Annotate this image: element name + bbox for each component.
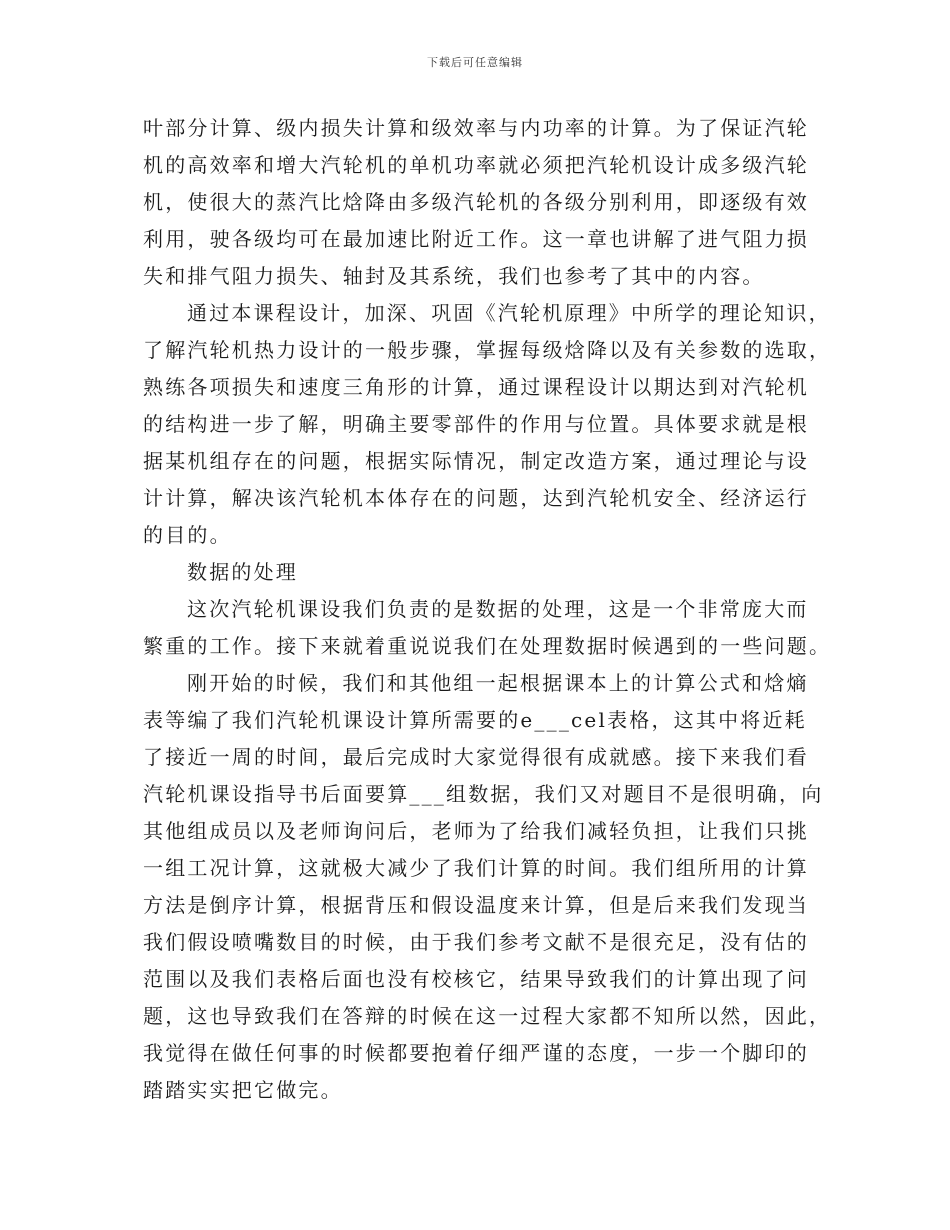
header-note: 下载后可任意编辑	[427, 56, 523, 69]
text-line: 表等编了我们汽轮机课设计算所需要的e___cel表格，这其中将近耗	[143, 708, 807, 732]
body-text	[143, 110, 832, 1109]
text-line: 我们假设喷嘴数目的时候，由于我们参考文献不是很充足，没有估的	[143, 930, 809, 954]
text-line: 机，使很大的蒸汽比焓降由多级汽轮机的各级分别利用，即逐级有效	[143, 190, 809, 214]
text-line: 了解汽轮机热力设计的一般步骤，掌握每级焓降以及有关参数的选取，	[143, 338, 832, 362]
paragraph-start-line: 刚开始的时候，我们和其他组一起根据课本上的计算公式和焓熵	[187, 671, 809, 695]
text-line: 计计算，解决该汽轮机本体存在的问题，达到汽轮机安全、经济运行	[143, 486, 809, 510]
text-line: 了接近一周的时间，最后完成时大家觉得很有成就感。接下来我们看	[143, 745, 809, 769]
text-line: 的结构进一步了解，明确主要零部件的作用与位置。具体要求就是根	[143, 412, 809, 436]
paragraph-start-line: 通过本课程设计，加深、巩固《汽轮机原理》中所学的理论知识，	[187, 301, 831, 325]
text-line: 机的高效率和增大汽轮机的单机功率就必须把汽轮机设计成多级汽轮	[143, 153, 809, 177]
section-heading: 数据的处理	[187, 560, 298, 584]
text-line: 踏踏实实把它做完。	[143, 1078, 343, 1102]
text-line: 叶部分计算、级内损失计算和级效率与内功率的计算。为了保证汽轮	[143, 116, 809, 140]
text-line: 题，这也导致我们在答辩的时候在这一过程大家都不知所以然，因此，	[143, 1004, 832, 1028]
text-line: 的目的。	[143, 523, 232, 547]
text-line: 我觉得在做任何事的时候都要抱着仔细严谨的态度，一步一个脚印的	[143, 1041, 809, 1065]
text-line: 据某机组存在的问题，根据实际情况，制定改造方案，通过理论与设	[143, 449, 809, 473]
text-line: 繁重的工作。接下来就着重说说我们在处理数据时候遇到的一些问题。	[143, 634, 832, 658]
text-line: 范围以及我们表格后面也没有校核它，结果导致我们的计算出现了问	[143, 967, 809, 991]
paragraph-start-line: 这次汽轮机课设我们负责的是数据的处理，这是一个非常庞大而	[187, 597, 809, 621]
text-line: 汽轮机课设指导书后面要算___组数据，我们又对题目不是很明确，向	[143, 782, 824, 806]
text-line: 方法是倒序计算，根据背压和假设温度来计算，但是后来我们发现当	[143, 893, 809, 917]
text-line: 利用，驶各级均可在最加速比附近工作。这一章也讲解了进气阻力损	[143, 227, 809, 251]
text-line: 一组工况计算，这就极大减少了我们计算的时间。我们组所用的计算	[143, 856, 809, 880]
text-line: 其他组成员以及老师询问后，老师为了给我们减轻负担，让我们只挑	[143, 819, 809, 843]
text-line: 熟练各项损失和速度三角形的计算，通过课程设计以期达到对汽轮机	[143, 375, 809, 399]
text-line: 失和排气阻力损失、轴封及其系统，我们也参考了其中的内容。	[143, 264, 765, 288]
